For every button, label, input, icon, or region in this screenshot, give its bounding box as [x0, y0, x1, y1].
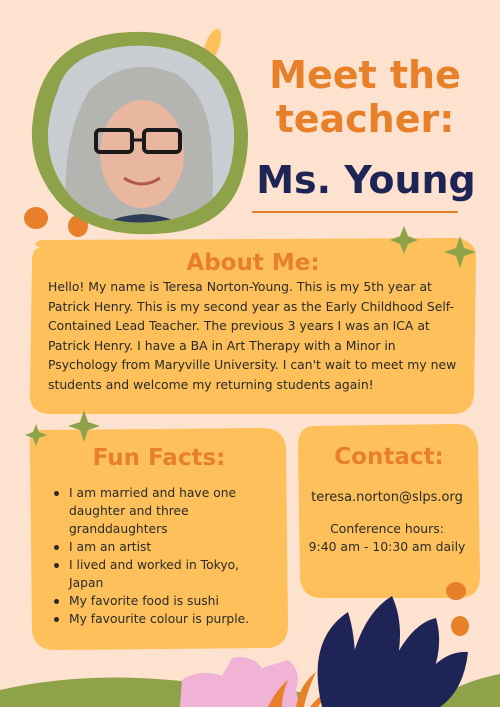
list-item: I lived and worked in Tokyo, Japan [52, 556, 262, 592]
teacher-name: Ms. Young [256, 158, 476, 202]
contact-section [300, 444, 478, 476]
contact-email: teresa.norton@slps.org [311, 490, 463, 505]
about-title: About Me: [186, 250, 320, 276]
fun-facts-section [30, 445, 288, 477]
list-item: My favorite food is sushi [52, 592, 262, 610]
fun-facts-title: Fun Facts: [92, 445, 226, 471]
title-line-2: teacher: [275, 97, 455, 141]
title-underline [252, 211, 458, 213]
contact-title: Contact: [334, 444, 444, 470]
title-line-1: Meet the [269, 53, 461, 97]
orange-dot-decoration [446, 582, 466, 600]
conference-hours-label: Conference hours: [330, 521, 444, 536]
fun-facts-list [52, 484, 262, 628]
about-body: Hello! My name is Teresa Norton-Young. This is my 5th year at Patrick Henry. This is my second year as the Early Childhood Self-Contained Lead Teacher. The previous 3 years I was an ICA at Patrick Henry. I have a BA in Art Therapy with a Minor in Psychology from Maryville University. I can't wait to meet my new students and welcome my returning students again! [48, 279, 457, 392]
teacher-photo [28, 30, 250, 235]
list-item: My favourite colour is purple. [52, 610, 262, 628]
list-item: I am married and have one daughter and three granddaughters [52, 484, 262, 538]
list-item: I am an artist [52, 538, 262, 556]
orange-dot-decoration [451, 616, 469, 636]
conference-hours-value: 9:40 am - 10:30 am daily [308, 539, 466, 554]
about-section [30, 250, 476, 280]
